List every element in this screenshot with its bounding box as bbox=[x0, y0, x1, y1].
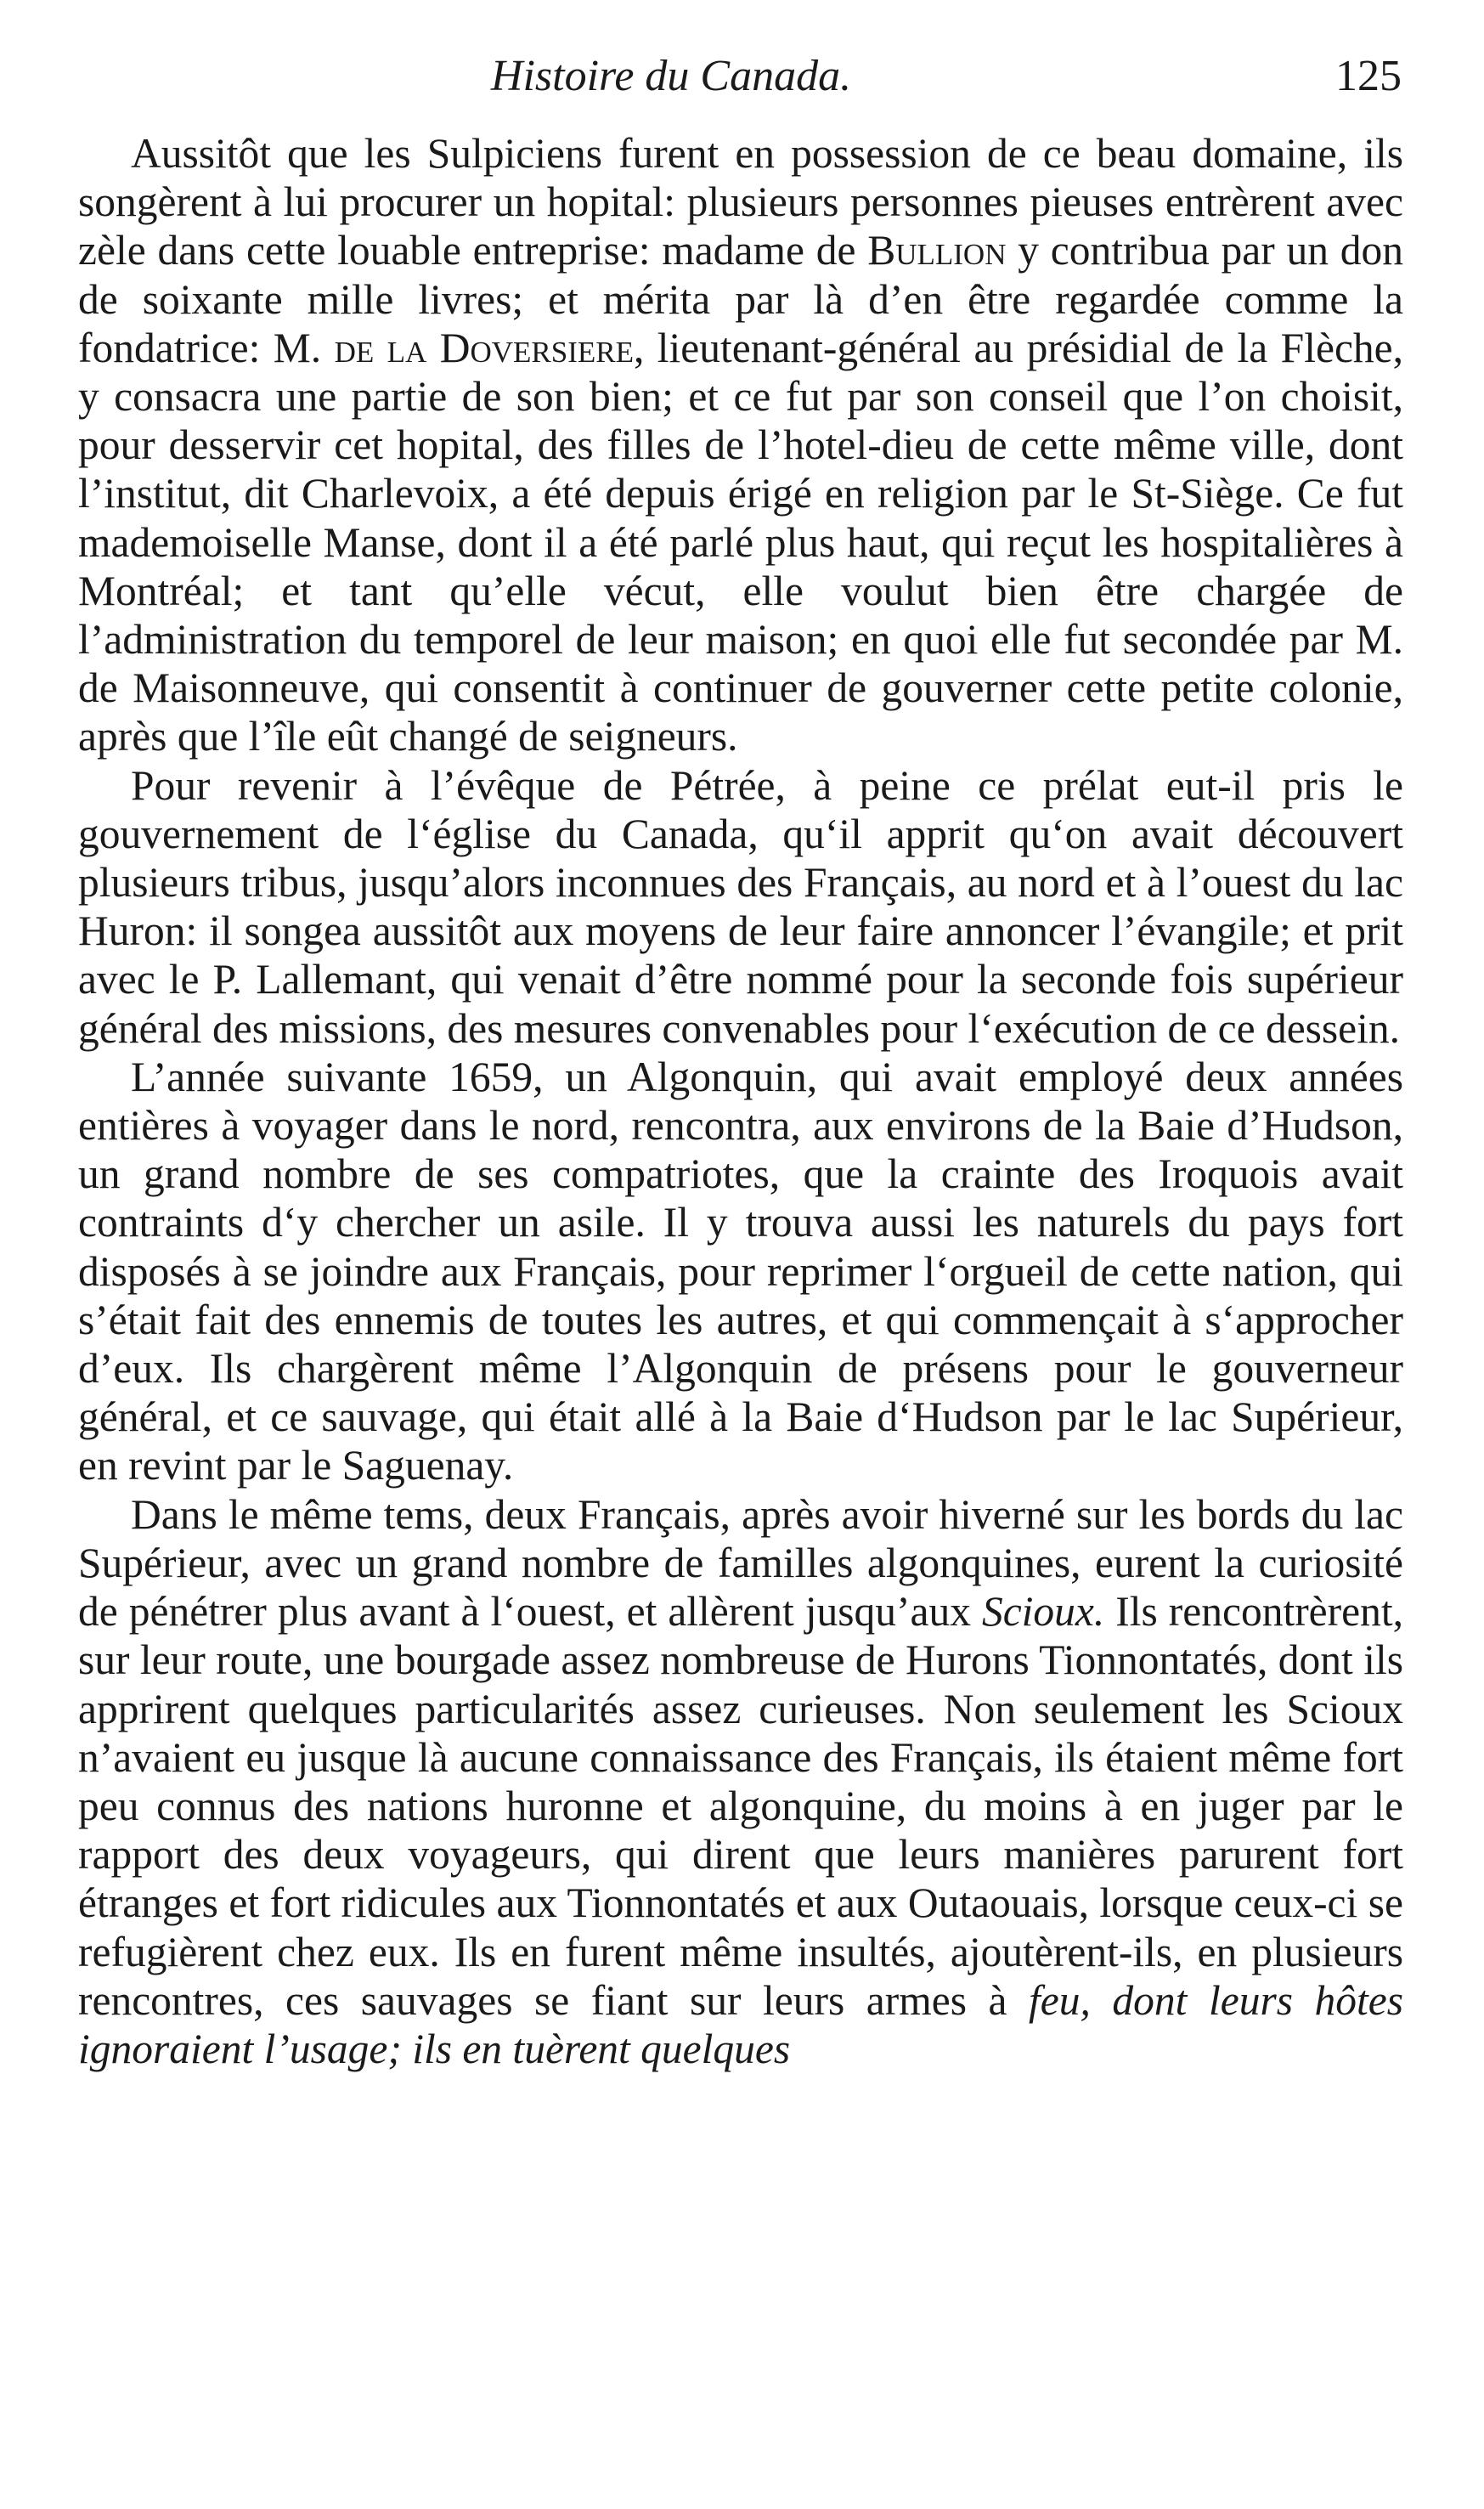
paragraph-1-space bbox=[426, 325, 439, 371]
paragraph-1-part-2: y contribua par un don de soixante mille livres; et mérita par là d’en être regardée comme la fondatrice: M. bbox=[78, 227, 1403, 371]
page-number: 125 bbox=[1335, 52, 1402, 100]
paragraph-3: L’année suivante 1659, un Algonquin, qui avait employé deux années entières à voyager dans le nord, rencontra, aux environs de la Baie d’Hudson, un grand nombre de ses compatriotes, que la crainte des Iroquois avait contraints d‘y chercher un asile. Il y trouva aussi les naturels du pays fort disposés à se joindre aux Français, pour reprimer l‘orgueil de cette nation, qui s’était fait des ennemis de toutes les autres, et qui commençait à s‘approcher d’eux. Ils chargèrent même l’Algonquin de présens pour le gouverneur général, et ce sauvage, qui était allé à la Baie d‘Hudson par le lac Supérieur, en revint par le Saguenay. bbox=[78, 1053, 1403, 1489]
name-doversiere: Doversiere bbox=[439, 324, 634, 371]
scioux-italic: Scioux. bbox=[981, 1588, 1105, 1636]
paragraph-2: Pour revenir à l’évêque de Pétrée, à peine ce prélat eut-il pris le gouvernement de l‘église du Canada, qu‘il apprit qu‘on avait découvert plusieurs tribus, jusqu’alors inconnues des Français, au nord et à l’ouest du lac Huron: il songea aussitôt aux moyens de leur faire annoncer l’évangile; et prit avec le P. Lallemant, qui venait d’être nommé pour la seconde fois supérieur général des missions, des mesures convenables pour l‘exécution de ce dessein. bbox=[78, 761, 1403, 1052]
running-title: Histoire du Canada. bbox=[490, 52, 852, 100]
body-text bbox=[78, 129, 1403, 2073]
paragraph-1-part-3: , lieutenant-général au présidial de la Flèche, y consacra une partie de son bien; et ce fut par son conseil que l’on choisit, pour desservir cet hopital, des filles de l’hotel-dieu de cette même ville, dont l’institut, dit Charlevoix, a été depuis érigé en religion par le St-Siège. Ce fut mademoiselle Manse, dont il a été parlé plus haut, qui reçut les hospitalières à Montréal; et tant qu’elle vécut, elle voulut bien être chargée de l’administration du temporel de leur maison; en quoi elle fut secondée par M. de Maisonneuve, qui consentit à continuer de gouverner cette petite colonie, après que l’île eût changé de seigneurs. bbox=[78, 324, 1404, 760]
name-bullion: Bullion bbox=[867, 227, 1007, 274]
paragraph-1-part-1: Aussitôt que les Sulpiciens furent en possession de ce beau domaine, ils songèrent à lui procurer un hopital: plusieurs personnes pieuses entrèrent avec zèle dans cette louable entreprise: madame de bbox=[78, 130, 1403, 274]
paragraph-4-part-2: Ils rencontrèrent, sur leur route, une bourgade assez nombreuse de Hurons Tionnontatés, dont ils apprirent quelques particularités assez curieuses. Non seulement les Scioux n’avaient eu jusque là aucune connaissance des Français, ils étaient même fort peu connus des nations huronne et algonquine, du moins à en juger par le rapport des deux voyageurs, qui dirent que leurs manières parurent fort étranges et fort ridicules aux Tionnontatés et aux Outaouais, lorsque ceux-ci se refugièrent chez eux. Ils en furent même insultés, ajoutèrent-ils, en plusieurs rencontres, ces sauvages se fiant sur leurs armes à bbox=[78, 1588, 1403, 2024]
running-head bbox=[76, 42, 1402, 110]
paragraph-4-part-1: Dans le même tems, deux Français, après avoir hiverné sur les bords du lac Supérieur, avec un grand nombre de familles algonquines, eurent la curiosité de pénétrer plus avant à l‘ouest, et allèrent jusqu’aux bbox=[78, 1490, 1403, 1636]
paragraph-4 bbox=[78, 1490, 1403, 2073]
paragraph-1 bbox=[78, 129, 1403, 761]
closing-italic-text: feu, dont leurs hôtes ignoraient l’usage; ils en tuèrent quelques bbox=[78, 1976, 1403, 2072]
name-de-la: de la bbox=[334, 324, 427, 371]
